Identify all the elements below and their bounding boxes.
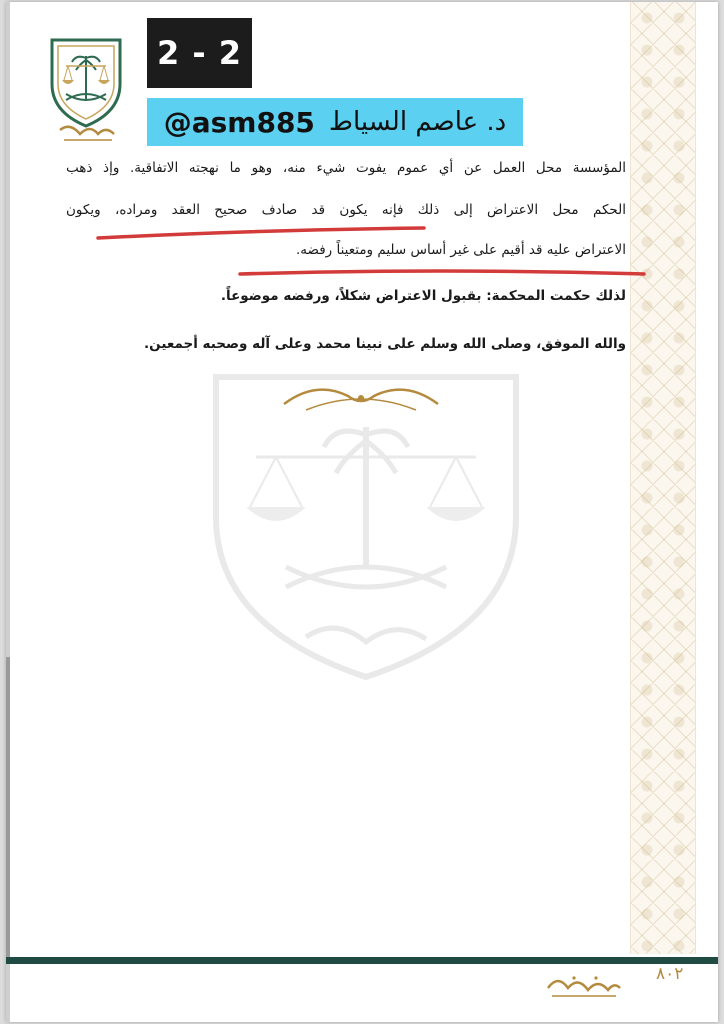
red-underline-1 (96, 224, 426, 244)
post-number-tag (147, 18, 252, 88)
author-name: د. عاصم السياط (328, 107, 507, 137)
body-line-1: المؤسسة محل العمل عن أي عموم يفوت شيء منه، وهو ما نهجته الاتفاقية. وإذ ذهب (66, 160, 626, 176)
post-number: 2 - 2 (156, 34, 243, 72)
footer-rule (6, 957, 718, 964)
gold-flourish (276, 374, 446, 418)
page-number: ٨٠٢ (656, 964, 684, 984)
scrollbar-thumb[interactable] (6, 657, 10, 957)
court-emblem-logo (46, 34, 126, 148)
closing-line: والله الموفق، وصلى الله وسلم على نبينا محمد وعلى آله وصحبه أجمعين. (144, 336, 626, 352)
court-calligraphy-logo (544, 966, 624, 1002)
author-banner (147, 98, 523, 146)
decorative-border-pattern (630, 2, 696, 954)
document-page (6, 2, 718, 1022)
body-line-3: الاعتراض عليه قد أقيم على غير أساس سليم ومتعيناً رفضه. (295, 242, 626, 258)
body-line-2: الحكم محل الاعتراض إلى ذلك فإنه يكون قد صادف صحيح العقد ومراده، ويكون (66, 202, 626, 218)
red-underline-2 (238, 264, 648, 280)
ruling-line: لذلك حكمت المحكمة: بقبول الاعتراض شكلاً، ورفضه موضوعاً. (220, 288, 626, 304)
twitter-handle: @asm885 (163, 105, 315, 139)
